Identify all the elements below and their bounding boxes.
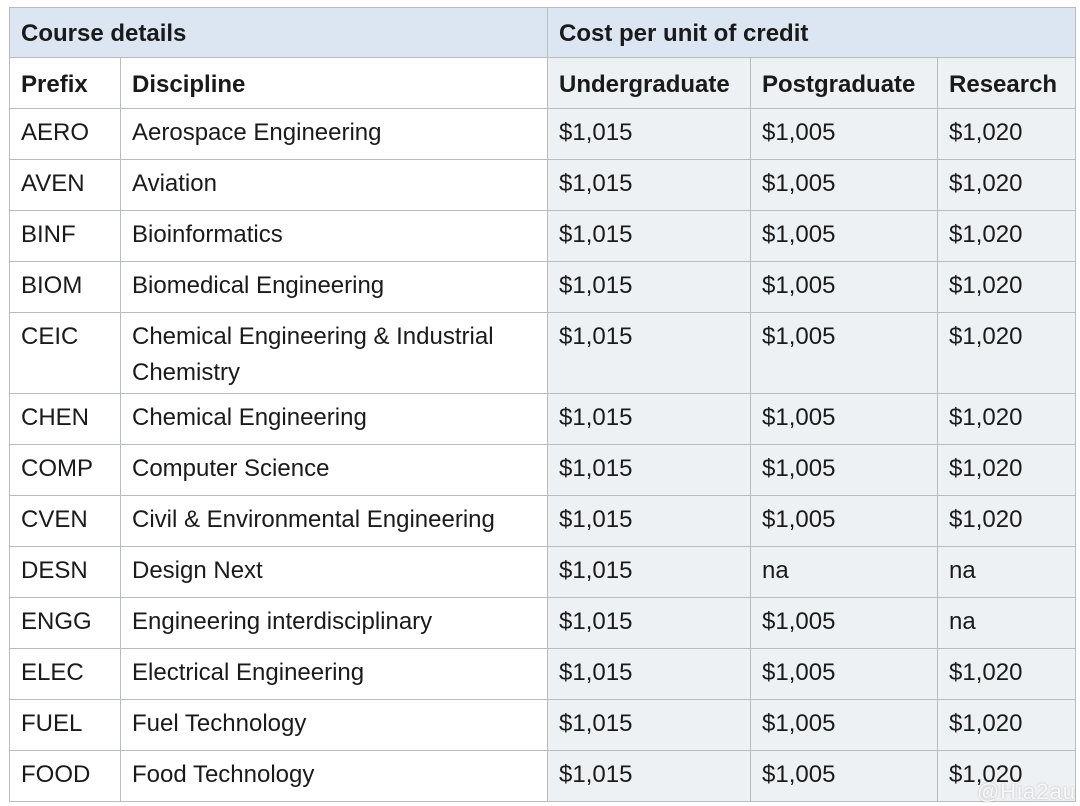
postgraduate-cost-cell: $1,005 bbox=[751, 160, 938, 211]
prefix-cell: BINF bbox=[10, 211, 121, 262]
table-row bbox=[10, 313, 1076, 394]
research-cost-cell: $1,020 bbox=[938, 700, 1076, 751]
discipline-cell: Design Next bbox=[121, 547, 548, 598]
postgraduate-cost-cell: $1,005 bbox=[751, 496, 938, 547]
research-cost-cell: $1,020 bbox=[938, 262, 1076, 313]
table-row bbox=[10, 649, 1076, 700]
group-header-row bbox=[10, 8, 1076, 58]
discipline-cell: Civil & Environmental Engineering bbox=[121, 496, 548, 547]
research-cost-cell: na bbox=[938, 598, 1076, 649]
column-header-row bbox=[10, 58, 1076, 109]
postgraduate-cost-cell: $1,005 bbox=[751, 313, 938, 394]
discipline-column-header: Discipline bbox=[121, 58, 548, 109]
prefix-cell: ENGG bbox=[10, 598, 121, 649]
prefix-cell: COMP bbox=[10, 445, 121, 496]
tuition-fee-table bbox=[9, 7, 1076, 802]
table-row bbox=[10, 496, 1076, 547]
prefix-cell: CVEN bbox=[10, 496, 121, 547]
research-cost-cell: $1,020 bbox=[938, 496, 1076, 547]
research-cost-cell: $1,020 bbox=[938, 211, 1076, 262]
postgraduate-cost-cell: $1,005 bbox=[751, 700, 938, 751]
postgraduate-cost-cell: $1,005 bbox=[751, 598, 938, 649]
discipline-cell: Food Technology bbox=[121, 751, 548, 802]
research-cost-cell: $1,020 bbox=[938, 445, 1076, 496]
research-column-header: Research bbox=[938, 58, 1076, 109]
discipline-cell: Chemical Engineering & Industrial Chemistry bbox=[121, 313, 548, 394]
table-row bbox=[10, 445, 1076, 496]
discipline-cell: Electrical Engineering bbox=[121, 649, 548, 700]
table-row bbox=[10, 598, 1076, 649]
cost-per-unit-header: Cost per unit of credit bbox=[548, 8, 1076, 58]
watermark: @Hia2au bbox=[976, 779, 1076, 804]
table-row bbox=[10, 547, 1076, 598]
research-cost-cell: $1,020 bbox=[938, 394, 1076, 445]
postgraduate-cost-cell: $1,005 bbox=[751, 394, 938, 445]
prefix-cell: ELEC bbox=[10, 649, 121, 700]
discipline-cell: Computer Science bbox=[121, 445, 548, 496]
undergraduate-cost-cell: $1,015 bbox=[548, 211, 751, 262]
postgraduate-column-header: Postgraduate bbox=[751, 58, 938, 109]
postgraduate-cost-cell: na bbox=[751, 547, 938, 598]
discipline-cell: Aerospace Engineering bbox=[121, 109, 548, 160]
prefix-cell: FUEL bbox=[10, 700, 121, 751]
table-header bbox=[10, 8, 1076, 109]
prefix-cell: AVEN bbox=[10, 160, 121, 211]
research-cost-cell: $1,020 bbox=[938, 649, 1076, 700]
undergraduate-cost-cell: $1,015 bbox=[548, 649, 751, 700]
prefix-cell: AERO bbox=[10, 109, 121, 160]
undergraduate-column-header: Undergraduate bbox=[548, 58, 751, 109]
prefix-cell: CHEN bbox=[10, 394, 121, 445]
undergraduate-cost-cell: $1,015 bbox=[548, 598, 751, 649]
undergraduate-cost-cell: $1,015 bbox=[548, 751, 751, 802]
course-details-header: Course details bbox=[10, 8, 548, 58]
table-row bbox=[10, 211, 1076, 262]
prefix-column-header: Prefix bbox=[10, 58, 121, 109]
table-row bbox=[10, 700, 1076, 751]
postgraduate-cost-cell: $1,005 bbox=[751, 751, 938, 802]
table-row bbox=[10, 109, 1076, 160]
postgraduate-cost-cell: $1,005 bbox=[751, 211, 938, 262]
research-cost-cell: $1,020 bbox=[938, 109, 1076, 160]
prefix-cell: BIOM bbox=[10, 262, 121, 313]
postgraduate-cost-cell: $1,005 bbox=[751, 109, 938, 160]
prefix-cell: DESN bbox=[10, 547, 121, 598]
undergraduate-cost-cell: $1,015 bbox=[548, 313, 751, 394]
discipline-cell: Engineering interdisciplinary bbox=[121, 598, 548, 649]
research-cost-cell: $1,020 bbox=[938, 160, 1076, 211]
undergraduate-cost-cell: $1,015 bbox=[548, 394, 751, 445]
table-row bbox=[10, 394, 1076, 445]
undergraduate-cost-cell: $1,015 bbox=[548, 445, 751, 496]
postgraduate-cost-cell: $1,005 bbox=[751, 649, 938, 700]
discipline-cell: Biomedical Engineering bbox=[121, 262, 548, 313]
discipline-cell: Fuel Technology bbox=[121, 700, 548, 751]
discipline-cell: Aviation bbox=[121, 160, 548, 211]
undergraduate-cost-cell: $1,015 bbox=[548, 262, 751, 313]
table-body bbox=[10, 109, 1076, 802]
undergraduate-cost-cell: $1,015 bbox=[548, 700, 751, 751]
undergraduate-cost-cell: $1,015 bbox=[548, 547, 751, 598]
discipline-cell: Chemical Engineering bbox=[121, 394, 548, 445]
undergraduate-cost-cell: $1,015 bbox=[548, 160, 751, 211]
table-row bbox=[10, 751, 1076, 802]
prefix-cell: CEIC bbox=[10, 313, 121, 394]
discipline-cell: Bioinformatics bbox=[121, 211, 548, 262]
table-row bbox=[10, 262, 1076, 313]
undergraduate-cost-cell: $1,015 bbox=[548, 496, 751, 547]
prefix-cell: FOOD bbox=[10, 751, 121, 802]
table-row bbox=[10, 160, 1076, 211]
research-cost-cell: $1,020 bbox=[938, 313, 1076, 394]
undergraduate-cost-cell: $1,015 bbox=[548, 109, 751, 160]
postgraduate-cost-cell: $1,005 bbox=[751, 262, 938, 313]
research-cost-cell: na bbox=[938, 547, 1076, 598]
research-cost-cell: $1,020 bbox=[938, 751, 1076, 802]
postgraduate-cost-cell: $1,005 bbox=[751, 445, 938, 496]
